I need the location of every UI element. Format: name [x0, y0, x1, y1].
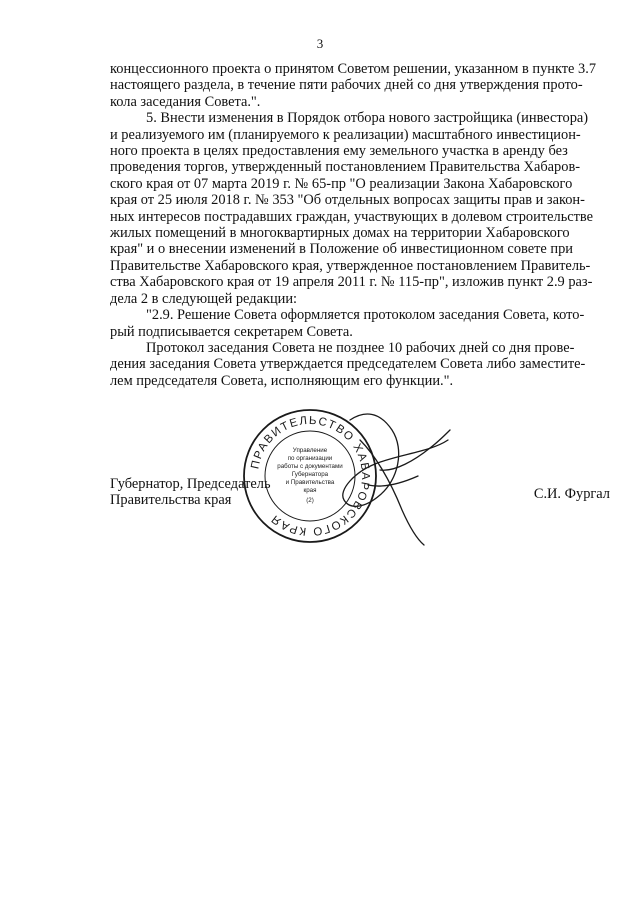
text-line: ства Хабаровского края от 19 апреля 2011 г. № 115-пр", изложив пункт 2.9 раз- — [110, 274, 593, 291]
text-line: кола заседания Совета.". — [110, 93, 261, 110]
text-line: дения заседания Совета утверждается председателем Совета либо заместите- — [110, 356, 586, 373]
seal-center-line: (2) — [306, 497, 314, 504]
seal-center-line: по организации — [287, 455, 333, 462]
seal-ring-text: ПРАВИТЕЛЬСТВО ХАБАРОВСКОГО КРАЯ — [249, 414, 372, 538]
document-body — [110, 61, 610, 389]
text-line: ного проекта в целях предоставления ему земельного участка в аренду без — [110, 143, 568, 160]
text-line: жилых помещений в многоквартирных домах на территории Хабаровского — [110, 225, 570, 242]
text-line: лем председателя Совета, исполняющим его функции.". — [110, 372, 454, 389]
text-line: 5. Внести изменения в Порядок отбора нового застройщика (инвестора) — [146, 110, 589, 127]
text-line: проведения торгов, утвержденный постановлением Правительства Хабаров- — [110, 159, 581, 176]
seal-center-line: Управление — [292, 447, 328, 454]
seal-center-line: и Правительства — [285, 479, 335, 486]
page-number: 3 — [316, 36, 324, 51]
text-line: концессионного проекта о принятом Советом решении, указанном в пункте 3.7 — [110, 61, 597, 77]
text-line: "2.9. Решение Совета оформляется протоколом заседания Совета, кото- — [146, 307, 585, 324]
signatory-title-line: Правительства края — [110, 492, 232, 509]
text-line: Протокол заседания Совета не позднее 10 рабочих дней со дня прове- — [146, 339, 575, 356]
text-line: дела 2 в следующей редакции: — [110, 290, 298, 307]
text-line: ского края от 07 марта 2019 г. № 65-пр "О реализации Закона Хабаровского — [110, 175, 573, 192]
text-line: рый подписывается секретарем Совета. — [110, 323, 353, 340]
signatory-title-line: Губернатор, Председатель — [110, 476, 271, 492]
text-line: ных интересов пострадавших граждан, участвующих в долевом строительстве — [110, 208, 594, 225]
signatory-name: С.И. Фургал — [533, 486, 610, 502]
seal-center-line: Губернатора — [291, 471, 329, 478]
text-line: края от 25 июля 2018 г. № 353 "Об отдельных вопросах защиты прав и закон- — [110, 192, 585, 209]
text-line: края" и о внесении изменений в Положение об инвестиционном совете при — [110, 241, 573, 258]
text-line: и реализуемого им (планируемого к реализации) масштабного инвестицион- — [110, 126, 581, 143]
handwritten-signature — [320, 400, 460, 550]
seal-center-line: работы с документами — [277, 463, 343, 470]
text-line: Правительстве Хабаровского края, утвержденное постановлением Правитель- — [110, 257, 591, 274]
seal-center-line: края — [303, 487, 317, 494]
text-line: настоящего раздела, в течение пяти рабочих дней со дня утверждения прото- — [110, 77, 583, 94]
